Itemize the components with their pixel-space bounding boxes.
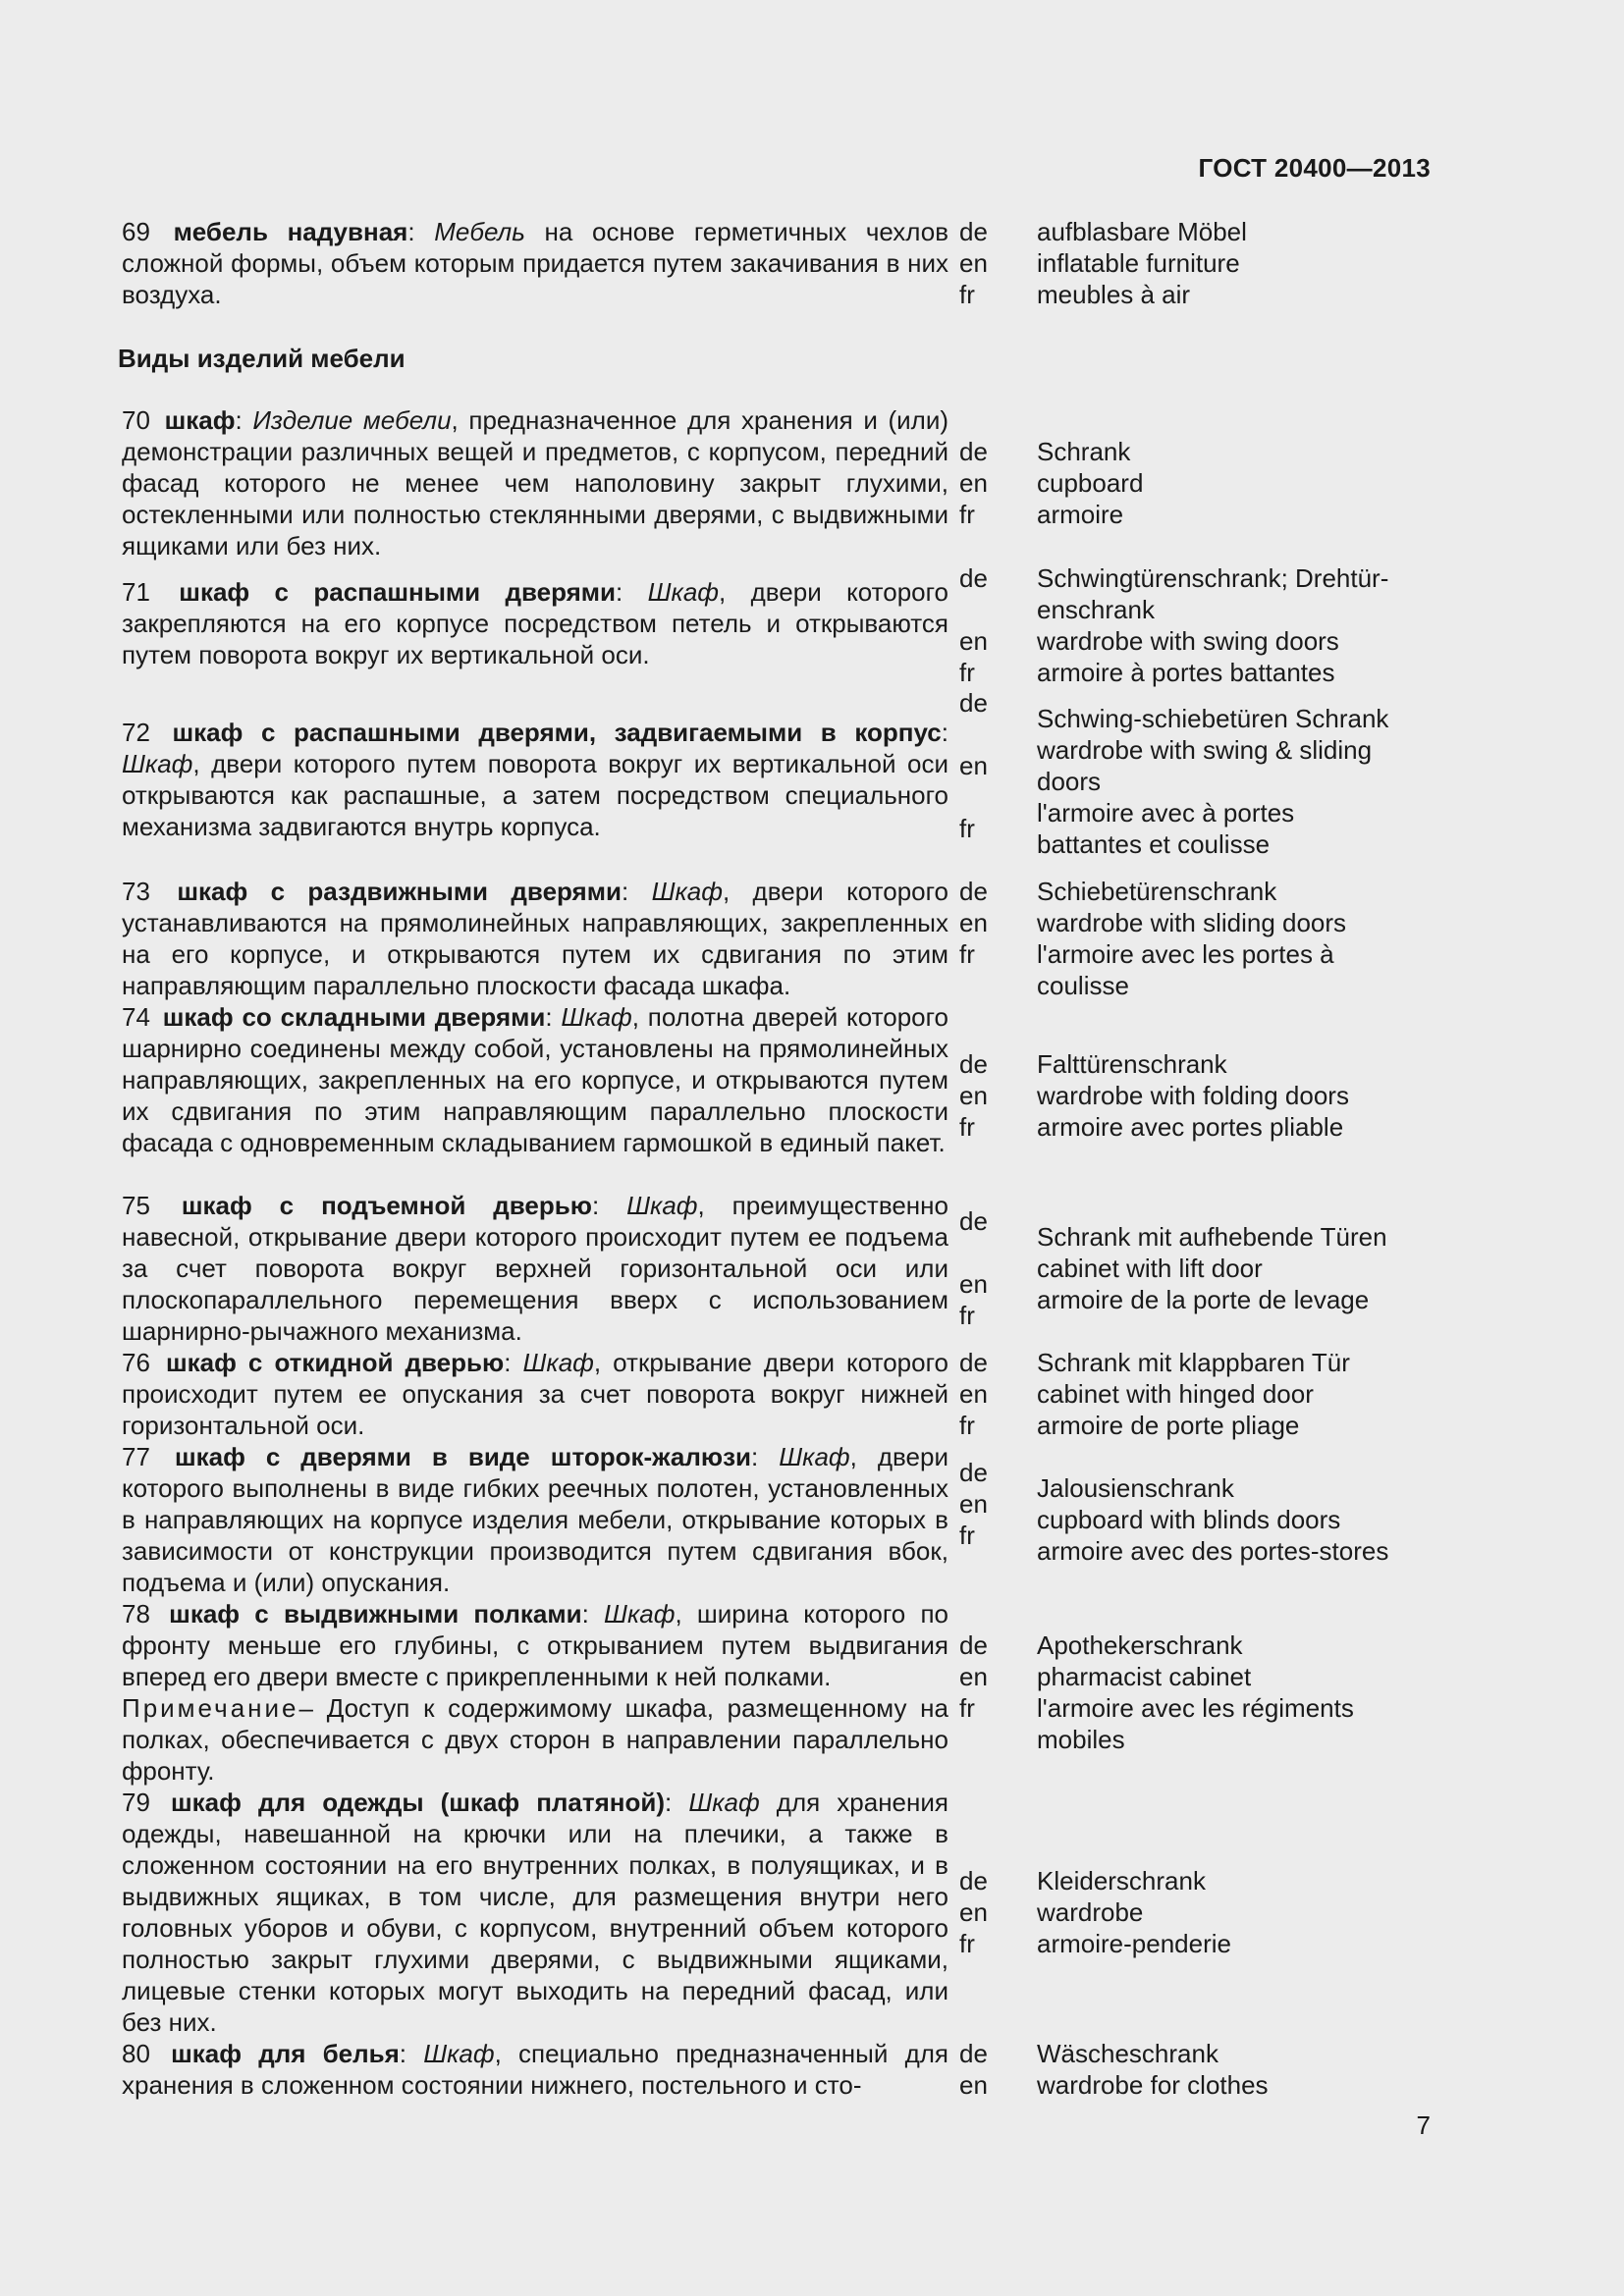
lang-en: en	[959, 1081, 988, 1110]
lang-en: en	[959, 468, 988, 498]
equivalent-en: wardrobe with swing & sliding doors	[1037, 735, 1373, 796]
equivalent-en: cupboard	[1037, 468, 1144, 498]
term: шкаф для одежды (шкаф платяной)	[171, 1788, 666, 1817]
equivalent-en: cabinet with hinged door	[1037, 1379, 1314, 1409]
lang-de: de	[959, 1206, 988, 1236]
standard-header: ГОСТ 20400—2013	[1198, 153, 1431, 183]
lang-en: en	[959, 908, 988, 937]
definition: 73 шкаф с раздвижными дверями: Шкаф, двери которого устанавливаются на прямолинейных направляющих, закрепленных на его корпусе, и открываются путем их сдвигания по этим направляющим параллельно плоскости фасада шкафа.	[122, 877, 948, 1000]
equivalent-fr: armoire	[1037, 500, 1124, 529]
lang-de: de	[959, 877, 988, 906]
lang-en: en	[959, 1897, 988, 1927]
lang-en: en	[959, 248, 988, 278]
definition: 80 шкаф для белья: Шкаф, специально предназначенный для хранения в сложенном состоянии нижнего, постельного и сто-	[122, 2039, 948, 2100]
equivalent-de: aufblasbare Möbel	[1037, 217, 1247, 246]
equivalent-fr: armoire avec des portes-stores	[1037, 1536, 1389, 1566]
lang-fr: fr	[959, 500, 975, 529]
definition: 71 шкаф с распашными дверями: Шкаф, двери которого закрепляются на его корпусе посредством петель и открываются путем поворота вокруг их вертикальной оси.	[122, 577, 948, 669]
equivalent-en: wardrobe with sliding doors	[1037, 908, 1347, 937]
lang-fr: fr	[959, 1693, 975, 1723]
definition: 70 шкаф: Изделие мебели, предназначенное для хранения и (или) демонстрации различных вещей и предметов, с корпусом, передний фасад которого не менее чем наполовину закрыт глухими, остекленными или полностью стеклянными дверями, с выдвижными ящиками или без них.	[122, 405, 948, 561]
term: шкаф с дверями в виде шторок-жалюзи	[174, 1442, 751, 1471]
term: шкаф с распашными дверями, задвигаемыми в корпус	[172, 718, 942, 747]
equivalent-en: wardrobe	[1037, 1897, 1144, 1927]
equivalent-de: Kleiderschrank	[1037, 1866, 1206, 1896]
lang-fr: fr	[959, 814, 975, 843]
lang-fr: fr	[959, 1929, 975, 1958]
definition: 69 мебель надувная: Мебель на основе герметичных чехлов сложной формы, объем которым придается путем закачивания в них воздуха.	[122, 217, 949, 309]
lang-en: en	[959, 1662, 988, 1691]
term: шкаф со складными дверями	[162, 1002, 546, 1032]
lang-en: en	[959, 751, 988, 780]
lang-en: en	[959, 2070, 988, 2100]
equivalent-de: Apothekerschrank	[1037, 1630, 1243, 1660]
section-heading: Виды изделий мебели	[118, 344, 406, 373]
equivalent-de: Jalousienschrank	[1037, 1473, 1234, 1503]
equivalent-de: Schwingtürenschrank; Drehtür-enschrank	[1037, 563, 1389, 624]
equivalent-de: Wäscheschrank	[1037, 2039, 1218, 2068]
equivalent-en: cupboard with blinds doors	[1037, 1505, 1341, 1534]
lang-en: en	[959, 1489, 988, 1519]
equivalent-de: Schrank mit aufhebende Türen	[1037, 1222, 1387, 1252]
equivalent-fr: l'armoire avec les portes à coulisse	[1037, 939, 1334, 1000]
term: шкаф для белья	[171, 2039, 400, 2068]
lang-de: de	[959, 688, 988, 718]
definition: 72 шкаф с распашными дверями, задвигаемыми в корпус: Шкаф, двери которого путем поворота вокруг их вертикальной оси открываются как распашные, а затем посредством специального механизма задвигаются внутрь корпуса.	[122, 718, 948, 841]
term: шкаф	[164, 405, 236, 435]
equivalent-fr: meubles à air	[1037, 280, 1191, 309]
lang-fr: fr	[959, 1521, 975, 1550]
lang-de: de	[959, 437, 988, 466]
term: шкаф с подъемной дверью	[181, 1191, 592, 1220]
equivalent-fr: armoire-penderie	[1037, 1929, 1231, 1958]
equivalent-en: cabinet with lift door	[1037, 1254, 1263, 1283]
equivalent-fr: armoire avec portes pliable	[1037, 1112, 1344, 1142]
definition: 76 шкаф с откидной дверью: Шкаф, открывание двери которого происходит путем ее опускания за счет поворота вокруг нижней горизонтальной оси.	[122, 1348, 948, 1440]
lang-en: en	[959, 626, 988, 656]
definition: 79 шкаф для одежды (шкаф платяной): Шкаф для хранения одежды, навешанной на крючки или на плечики, а также в сложенном состоянии на его внутренних полках, в полуящиках, и в выдвижных ящиках, в том числе, для размещения внутри него головных уборов и обуви, с корпусом, внутренний объем которого полностью закрыт глухими дверями, с выдвижными ящиками, лицевые стенки которых могут выходить на передний фасад, или без них.	[122, 1788, 948, 2037]
definition: 75 шкаф с подъемной дверью: Шкаф, преимущественно навесной, открывание двери которого происходит путем ее подъема за счет поворота вокруг верхней горизонтальной оси или плоскопараллельного перемещения вверх с использованием шарнирно-рычажного механизма.	[122, 1191, 948, 1346]
equivalent-en: pharmacist cabinet	[1037, 1662, 1252, 1691]
term: шкаф с выдвижными полками	[169, 1599, 582, 1629]
note-text: – Доступ к содержимому шкафа, размещенному на полках, обеспечивается с двух сторон в направлении параллельно фронту.	[122, 1693, 948, 1786]
lang-fr: fr	[959, 1301, 975, 1330]
lang-en: en	[959, 1379, 988, 1409]
equivalent-de: Falttürenschrank	[1037, 1049, 1227, 1079]
lang-de: de	[959, 1866, 988, 1896]
note-label: Примечание	[122, 1693, 299, 1723]
lang-fr: fr	[959, 939, 975, 969]
term: шкаф с откидной дверью	[165, 1348, 505, 1377]
equivalent-de: Schiebetürenschrank	[1037, 877, 1277, 906]
equivalent-fr: l'armoire avec les régiments mobiles	[1037, 1693, 1354, 1754]
equivalent-en: wardrobe with folding doors	[1037, 1081, 1349, 1110]
lang-de: de	[959, 2039, 988, 2068]
lang-fr: fr	[959, 658, 975, 687]
equivalent-en: wardrobe for clothes	[1037, 2070, 1269, 2100]
definition: 78 шкаф с выдвижными полками: Шкаф, ширина которого по фронту меньше его глубины, с открыванием путем выдвигания вперед его двери вместе с прикрепленными к ней полками. Примечание– Доступ к содержимому шкафа, размещенному на полках, обеспечивается с двух сторон в направлении параллельно фронту.	[122, 1599, 949, 1786]
equivalent-en: wardrobe with swing doors	[1037, 626, 1339, 656]
equivalent-de: Schwing-schiebetüren Schrank	[1037, 704, 1389, 733]
lang-de: de	[959, 1458, 988, 1487]
definition: 77 шкаф с дверями в виде шторок-жалюзи: Шкаф, двери которого выполнены в виде гибких реечных полотен, установленных в направляющих на корпусе изделия мебели, открывание которых в зависимости от конструкции производится путем сдвигания вбок, подъема и (или) опускания.	[122, 1442, 948, 1597]
term: мебель надувная	[173, 217, 408, 246]
equivalent-fr: armoire de porte pliage	[1037, 1411, 1300, 1440]
term: шкаф с распашными дверями	[179, 577, 617, 607]
term: шкаф с раздвижными дверями	[177, 877, 622, 906]
lang-fr: fr	[959, 1411, 975, 1440]
lang-de: de	[959, 217, 988, 246]
equivalent-de: Schrank	[1037, 437, 1131, 466]
definition: 74 шкаф со складными дверями: Шкаф, полотна дверей которого шарнирно соединены между собой, установлены на прямолинейных направляющих, закрепленных на его корпусе, и открываются путем их сдвигания по этим направляющим параллельно плоскости фасада с одновременным складыванием гармошкой в единый пакет.	[122, 1002, 948, 1157]
lang-fr: fr	[959, 1112, 975, 1142]
equivalent-fr: l'armoire avec à portes battantes et coulisse	[1037, 798, 1295, 859]
equivalent-de: Schrank mit klappbaren Tür	[1037, 1348, 1350, 1377]
lang-en: en	[959, 1269, 988, 1299]
equivalent-fr: armoire de la porte de levage	[1037, 1285, 1370, 1314]
lang-de: de	[959, 1049, 988, 1079]
equivalent-en: inflatable furniture	[1037, 248, 1240, 278]
lang-de: de	[959, 1630, 988, 1660]
lang-fr: fr	[959, 280, 975, 309]
equivalent-fr: armoire à portes battantes	[1037, 658, 1335, 687]
lang-de: de	[959, 563, 988, 593]
page-number: 7	[1416, 2110, 1431, 2140]
lang-de: de	[959, 1348, 988, 1377]
